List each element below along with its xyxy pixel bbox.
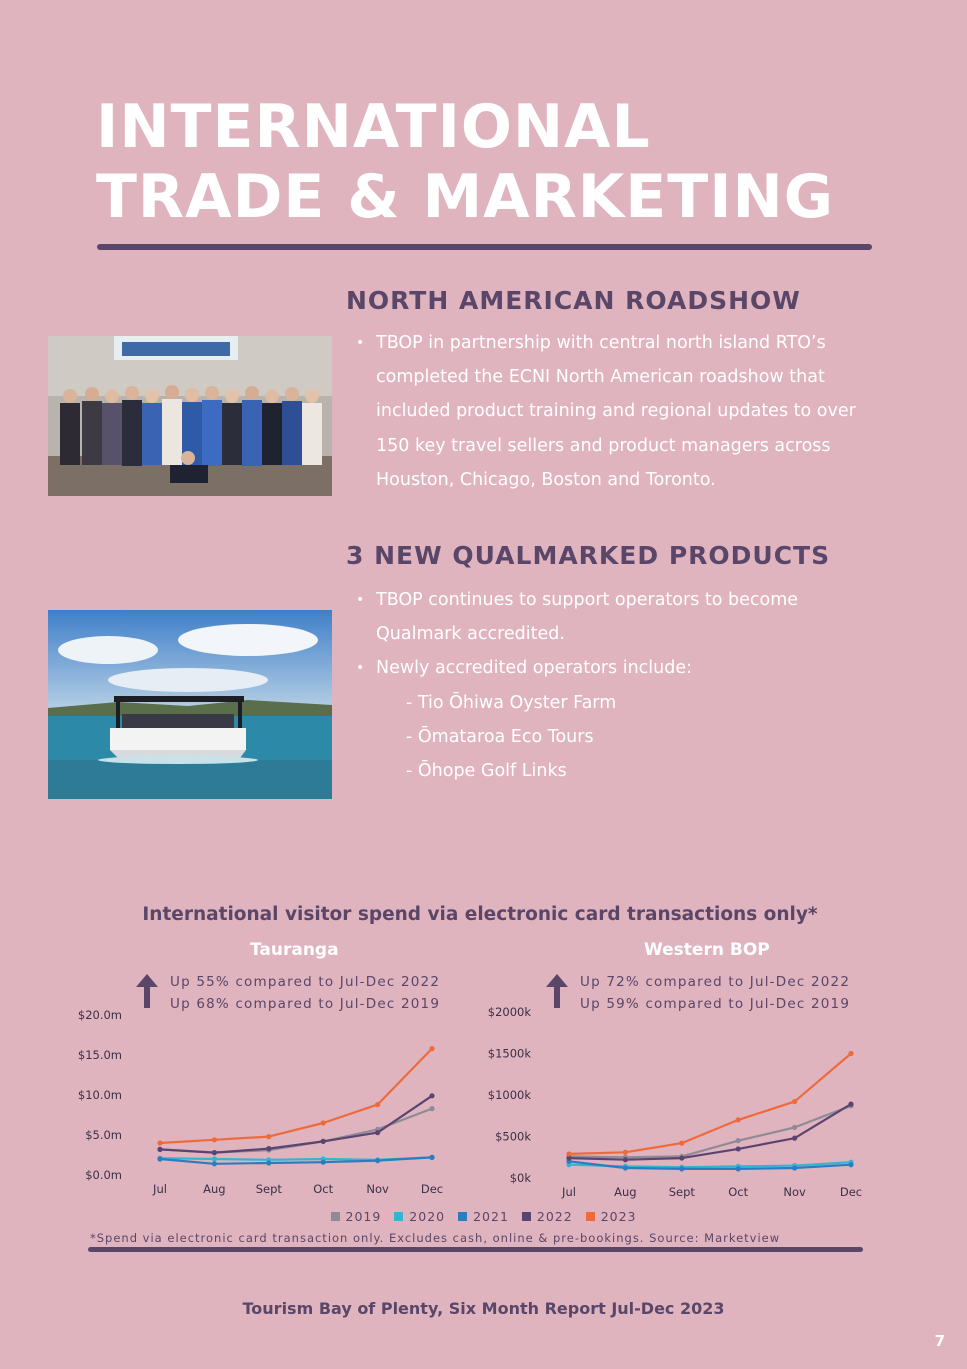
roadshow-bullets: [356, 326, 876, 497]
stat-line: Up 55% compared to Jul-Dec 2022: [170, 974, 441, 990]
legend-item: [458, 1209, 509, 1224]
data-point-2021: [429, 1155, 434, 1160]
x-tick-label: Aug: [203, 1182, 226, 1196]
y-tick-label: $20.0m: [77, 1008, 122, 1022]
legend-label: 2022: [536, 1209, 573, 1224]
x-tick-label: Nov: [783, 1185, 806, 1199]
y-tick-label: $15.0m: [77, 1048, 122, 1062]
legend-item: [522, 1209, 573, 1224]
data-point-2021: [792, 1165, 797, 1170]
legend-swatch: [522, 1212, 531, 1221]
data-point-2022: [321, 1139, 326, 1144]
data-point-2023: [736, 1117, 741, 1122]
legend-item: [394, 1209, 445, 1224]
data-point-2023: [212, 1137, 217, 1142]
legend-item: [586, 1209, 637, 1224]
data-point-2021: [848, 1162, 853, 1167]
page-number: 7: [934, 1332, 945, 1350]
data-point-2022: [848, 1102, 853, 1107]
series-line-2023: [569, 1054, 851, 1154]
x-tick-label: Oct: [728, 1185, 749, 1199]
data-point-2023: [623, 1150, 628, 1155]
data-point-2023: [321, 1120, 326, 1125]
roadshow-bullet: • TBOP in partnership with central north island RTO’s completed the ECNI North American roadshow that included product training and regional updates to over 150 key travel sellers and product managers across Houston, Chicago, Boston and Toronto.: [356, 326, 876, 497]
data-point-2022: [792, 1136, 797, 1141]
data-point-2021: [212, 1161, 217, 1166]
x-tick-label: Nov: [366, 1182, 389, 1196]
cruise-boat-photo: [48, 610, 332, 799]
qualmark-heading: 3 NEW QUALMARKED PRODUCTS: [346, 541, 831, 570]
legend-swatch: [331, 1212, 340, 1221]
page-title: INTERNATIONAL TRADE & MARKETING: [96, 92, 834, 232]
data-point-2023: [848, 1051, 853, 1056]
legend-swatch: [394, 1212, 403, 1221]
operator-item: - Ōmataroa Eco Tours: [406, 726, 594, 747]
footnote-divider: [88, 1247, 863, 1252]
data-point-2023: [429, 1046, 434, 1051]
report-footer: Tourism Bay of Plenty, Six Month Report Jul-Dec 2023: [242, 1299, 725, 1318]
title-divider: [97, 244, 872, 250]
qualmark-bullet: • TBOP continues to support operators to become Qualmark accredited.: [356, 583, 876, 651]
data-point-2023: [157, 1140, 162, 1145]
chart-subtitle-tauranga: Tauranga: [250, 940, 339, 960]
data-point-2022: [623, 1157, 628, 1162]
roadshow-group-photo: [48, 336, 332, 496]
data-point-2021: [736, 1166, 741, 1171]
x-tick-label: Oct: [313, 1182, 334, 1196]
chart-subtitle-western-bop: Western BOP: [644, 940, 770, 960]
data-point-2023: [566, 1151, 571, 1156]
stat-line: Up 72% compared to Jul-Dec 2022: [580, 974, 851, 990]
data-point-2019: [429, 1106, 434, 1111]
y-tick-label: $500k: [495, 1129, 531, 1144]
y-tick-label: $1500k: [487, 1046, 531, 1061]
data-point-2021: [266, 1160, 271, 1165]
series-line-2022: [160, 1096, 432, 1153]
y-tick-label: $1000k: [487, 1088, 531, 1102]
legend-label: 2019: [345, 1209, 382, 1224]
chart-legend: [0, 1209, 967, 1224]
data-point-2022: [212, 1150, 217, 1155]
data-point-2022: [375, 1130, 380, 1135]
legend-label: 2023: [600, 1209, 637, 1224]
legend-label: 2021: [473, 1209, 509, 1224]
x-tick-label: Jul: [562, 1185, 576, 1199]
y-tick-label: $0k: [509, 1171, 531, 1185]
x-tick-label: Dec: [839, 1185, 863, 1199]
x-tick-label: Sept: [668, 1185, 695, 1199]
data-point-2021: [321, 1160, 326, 1165]
data-point-2023: [792, 1099, 797, 1104]
data-point-2022: [736, 1146, 741, 1151]
charts-title: International visitor spend via electronic card transactions only*: [142, 904, 818, 925]
operator-item: - Ōhope Golf Links: [406, 761, 567, 782]
data-point-2023: [375, 1102, 380, 1107]
data-point-2023: [679, 1141, 684, 1146]
data-point-2022: [429, 1093, 434, 1098]
y-tick-label: $5.0m: [85, 1128, 122, 1142]
data-point-2021: [679, 1166, 684, 1171]
data-point-2022: [266, 1146, 271, 1151]
data-point-2022: [157, 1147, 162, 1152]
x-tick-label: Aug: [614, 1185, 637, 1199]
x-tick-label: Jul: [153, 1182, 167, 1196]
roadshow-heading: NORTH AMERICAN ROADSHOW: [346, 286, 801, 315]
data-point-2020: [212, 1156, 217, 1161]
data-point-2019: [736, 1138, 741, 1143]
data-point-2022: [679, 1155, 684, 1160]
operator-item: - Tio Ōhiwa Oyster Farm: [406, 692, 617, 713]
y-tick-label: $0.0m: [85, 1168, 122, 1182]
chart-footnote: *Spend via electronic card transaction only. Excludes cash, online & pre-bookings. Source: Marketview: [90, 1231, 781, 1245]
data-point-2023: [266, 1134, 271, 1139]
qualmark-bullets: [356, 583, 876, 788]
stat-line: Up 59% compared to Jul-Dec 2019: [580, 996, 851, 1012]
legend-item: [331, 1209, 382, 1224]
legend-label: 2020: [409, 1209, 446, 1224]
western-bop-line-chart: [475, 1000, 885, 1205]
x-tick-label: Dec: [420, 1182, 444, 1196]
y-tick-label: $2000k: [487, 1005, 531, 1019]
data-point-2021: [375, 1158, 380, 1163]
y-tick-label: $10.0m: [77, 1088, 122, 1102]
stat-line: Up 68% compared to Jul-Dec 2019: [170, 996, 441, 1012]
data-point-2019: [792, 1125, 797, 1130]
x-tick-label: Sept: [255, 1182, 282, 1196]
tauranga-line-chart: [70, 1000, 460, 1205]
legend-swatch: [458, 1212, 467, 1221]
data-point-2021: [623, 1165, 628, 1170]
qualmark-bullet: • Newly accredited operators include:: [356, 651, 876, 685]
data-point-2021: [157, 1156, 162, 1161]
series-line-2023: [160, 1049, 432, 1143]
legend-swatch: [586, 1212, 595, 1221]
